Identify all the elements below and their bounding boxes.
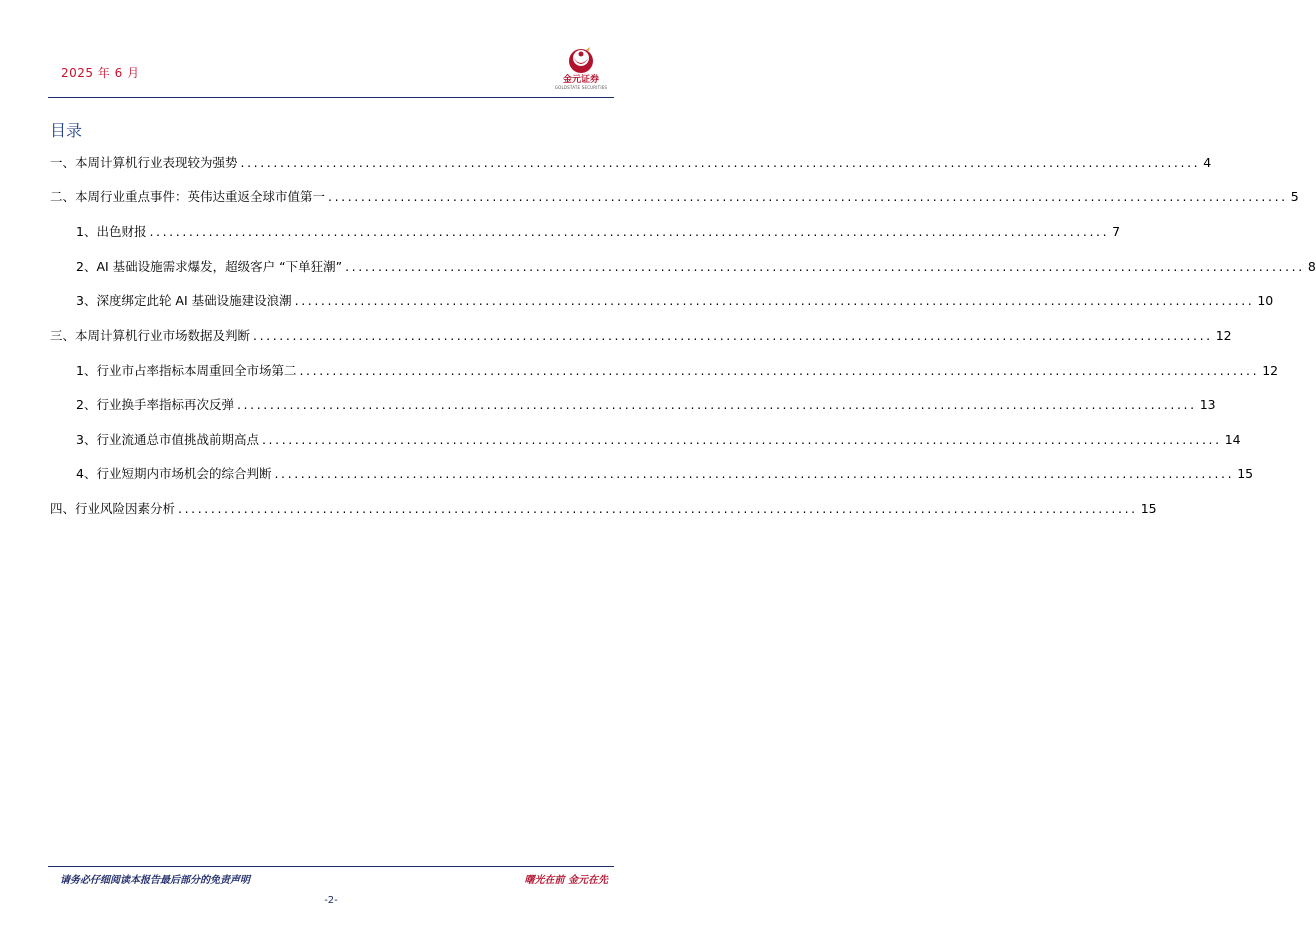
toc-entry-page: 12: [1215, 328, 1232, 343]
footer-divider: [48, 866, 614, 867]
toc-entry-page: 13: [1199, 397, 1216, 412]
toc-entry-page: 7: [1112, 224, 1121, 239]
toc-entry[interactable]: [50, 327, 1232, 345]
report-date: 2025 年 6 月: [61, 66, 140, 80]
toc-subentry[interactable]: [76, 431, 1241, 449]
toc-subentry[interactable]: [76, 362, 1279, 380]
toc-entry-label: 1、出色财报: [76, 224, 147, 239]
toc-subentry[interactable]: [76, 292, 1274, 310]
toc-entry-label: 三、本周计算机行业市场数据及判断: [50, 328, 251, 343]
disclaimer-note: 请务必仔细阅读本报告最后部分的免责声明: [60, 875, 250, 886]
toc-subentry[interactable]: [76, 396, 1216, 414]
toc-subentry[interactable]: [76, 465, 1254, 483]
toc-leader-dots: ..................................................................................................................................................: [328, 189, 1288, 204]
logo-english-name: GOLDSTATE SECURITIES: [554, 85, 608, 90]
toc-entry-page: 4: [1203, 155, 1212, 170]
toc-leader-dots: ..................................................................................................................................................: [274, 466, 1235, 481]
toc-leader-dots: ..................................................................................................................................................: [240, 155, 1201, 170]
toc-entry-label: 2、行业换手率指标再次反弹: [76, 397, 234, 412]
toc-entry[interactable]: [50, 154, 1212, 172]
toc-entry-page: 12: [1262, 363, 1279, 378]
toc-entry-page: 8: [1307, 259, 1316, 274]
page-number: -2-: [324, 895, 338, 906]
toc-entry-label: 二、本周行业重点事件：英伟达重返全球市值第一: [50, 189, 326, 204]
toc-title: 目录: [50, 121, 83, 140]
company-slogan: 曙光在前 金元在先: [524, 875, 608, 886]
toc-entry-label: 一、本周计算机行业表现较为强势: [50, 155, 238, 170]
toc-entry-page: 14: [1224, 432, 1241, 447]
toc-leader-dots: ..................................................................................................................................................: [345, 259, 1305, 274]
toc-entry-label: 3、行业流通总市值挑战前期高点: [76, 432, 259, 447]
toc-leader-dots: ..................................................................................................................................................: [236, 397, 1197, 412]
toc-entry-page: 5: [1290, 189, 1299, 204]
toc-entry-label: 1、行业市占率指标本周重回全市场第二: [76, 363, 297, 378]
toc-leader-dots: ..................................................................................................................................................: [294, 293, 1255, 308]
toc-entry[interactable]: [50, 500, 1157, 518]
toc-subentry[interactable]: [76, 223, 1121, 241]
logo-chinese-name: 金元证券: [562, 75, 599, 85]
toc-entry[interactable]: [50, 188, 1299, 206]
toc-leader-dots: ..................................................................................................................................................: [253, 328, 1213, 343]
toc-leader-dots: ..................................................................................................................................................: [149, 224, 1110, 239]
toc-entry-label: 四、行业风险因素分析: [50, 501, 176, 516]
toc-entry-label: 2、AI 基础设施需求爆发，超级客户 “下单狂潮”: [76, 259, 343, 274]
toc-subentry[interactable]: [76, 258, 1316, 276]
toc-entry-label: 3、深度绑定此轮 AI 基础设施建设浪潮: [76, 293, 292, 308]
toc-entry-page: 15: [1140, 501, 1157, 516]
toc-entry-page: 10: [1257, 293, 1274, 308]
toc-entry-label: 4、行业短期内市场机会的综合判断: [76, 466, 272, 481]
toc-entry-page: 15: [1237, 466, 1254, 481]
toc-leader-dots: ..................................................................................................................................................: [299, 363, 1260, 378]
toc-leader-dots: ..................................................................................................................................................: [261, 432, 1222, 447]
toc-leader-dots: ..................................................................................................................................................: [178, 501, 1138, 516]
